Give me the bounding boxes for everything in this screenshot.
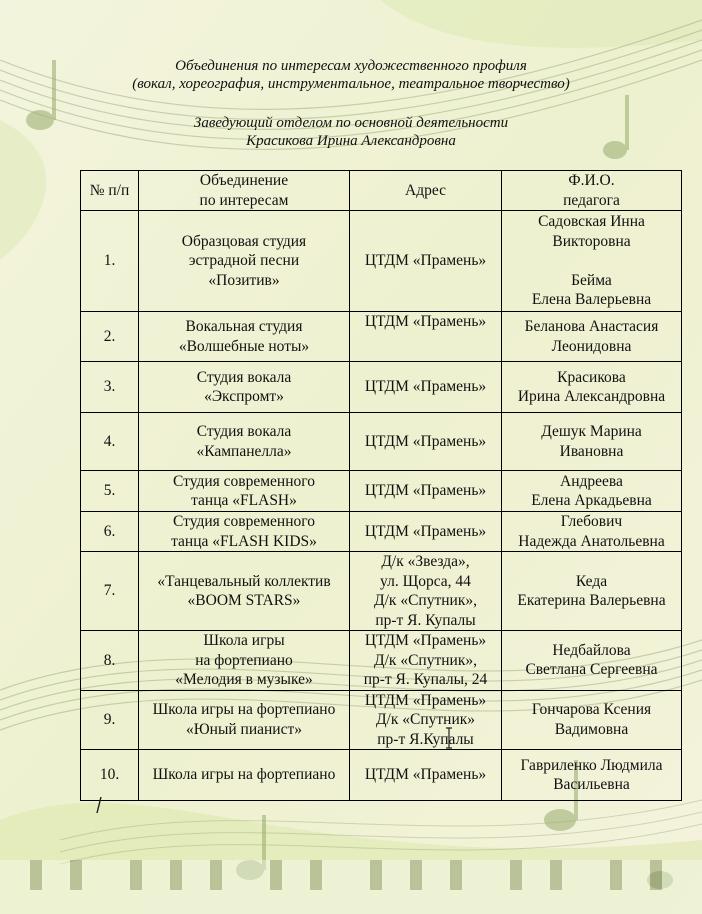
table-row: [81, 750, 682, 801]
row-num: 8.: [81, 631, 139, 691]
header-association: Объединение по интересам: [139, 171, 350, 211]
row-association: «Танцевальный коллектив «BOOM STARS»: [139, 552, 350, 631]
row-teacher: Гавриленко Людмила Васильевна: [502, 750, 682, 801]
row-association: Школа игры на фортепиано: [139, 750, 350, 801]
header-num: № п/п: [81, 171, 139, 211]
table-row: [81, 362, 682, 413]
head-name: Красикова Ирина Александровна: [246, 133, 456, 149]
associations-table: [80, 170, 682, 801]
row-num: 3.: [81, 362, 139, 413]
row-association: Школа игры на фортепиано «Юный пианист»: [139, 690, 350, 750]
row-teacher: Беланова Анастасия Леонидовна: [502, 312, 682, 362]
row-teacher: Кеда Екатерина Валерьевна: [502, 552, 682, 631]
table-row: [81, 690, 682, 750]
table-header-row: [81, 171, 682, 211]
row-num: 7.: [81, 552, 139, 631]
row-num: 2.: [81, 312, 139, 362]
row-association: Студия современного танца «FLASH KIDS»: [139, 512, 350, 552]
table-row: [81, 413, 682, 471]
header-teacher: Ф.И.О. педагога: [502, 171, 682, 211]
row-teacher: Гончарова Ксения Вадимовна: [502, 690, 682, 750]
row-address: ЦТДМ «Прамень»: [350, 211, 502, 312]
head-position: Заведующий отделом по основной деятельности: [193, 115, 509, 131]
row-address: Д/к «Звезда», ул. Щорса, 44 Д/к «Спутник», пр-т Я. Купалы: [350, 552, 502, 631]
row-association: Образцовая студия эстрадной песни «Позитив»: [139, 211, 350, 312]
row-association: Студия вокала «Экспромт»: [139, 362, 350, 413]
row-num: 5.: [81, 471, 139, 512]
row-address: ЦТДМ «Прамень» Д/к «Спутник» пр-т Я.Купалы: [350, 690, 502, 750]
table-row: [81, 552, 682, 631]
row-address: ЦТДМ «Прамень»: [350, 413, 502, 471]
row-address: ЦТДМ «Прамень»: [350, 362, 502, 413]
row-association: Вокальная студия «Волшебные ноты»: [139, 312, 350, 362]
table-row: [81, 312, 682, 362]
row-address: ЦТДМ «Прамень»: [350, 471, 502, 512]
row-association: Студия современного танца «FLASH»: [139, 471, 350, 512]
row-num: 6.: [81, 512, 139, 552]
row-num: 10.: [81, 750, 139, 801]
document-heading: [0, 57, 702, 93]
table-row: [81, 211, 682, 312]
row-teacher: Красикова Ирина Александровна: [502, 362, 682, 413]
table-row: [81, 512, 682, 552]
row-association: Студия вокала «Кампанелла»: [139, 413, 350, 471]
table-row: [81, 631, 682, 691]
row-address: ЦТДМ «Прамень»: [350, 512, 502, 552]
text-caret-icon: [94, 795, 104, 815]
heading-title: Объединения по интересам художественного профиля: [175, 58, 527, 74]
row-teacher: Садовская Инна Викторовна Бейма Елена Валерьевна: [502, 211, 682, 312]
row-teacher: Недбайлова Светлана Сергеевна: [502, 631, 682, 691]
text-cursor-icon: [444, 727, 454, 749]
row-address: ЦТДМ «Прамень»: [350, 750, 502, 801]
row-association: Школа игры на фортепиано «Мелодия в музыке»: [139, 631, 350, 691]
row-teacher: Дешук Марина Ивановна: [502, 413, 682, 471]
row-address: ЦТДМ «Прамень»: [350, 312, 502, 362]
row-teacher: Андреева Елена Аркадьевна: [502, 471, 682, 512]
heading-subtitle: (вокал, хореография, инструментальное, театральное творчество): [132, 76, 570, 92]
row-teacher: Глебович Надежда Анатольевна: [502, 512, 682, 552]
department-head: [0, 114, 702, 150]
header-address: Адрес: [350, 171, 502, 211]
table-row: [81, 471, 682, 512]
row-num: 4.: [81, 413, 139, 471]
row-num: 9.: [81, 690, 139, 750]
row-address: ЦТДМ «Прамень» Д/к «Спутник», пр-т Я. Купалы, 24: [350, 631, 502, 691]
row-num: 1.: [81, 211, 139, 312]
